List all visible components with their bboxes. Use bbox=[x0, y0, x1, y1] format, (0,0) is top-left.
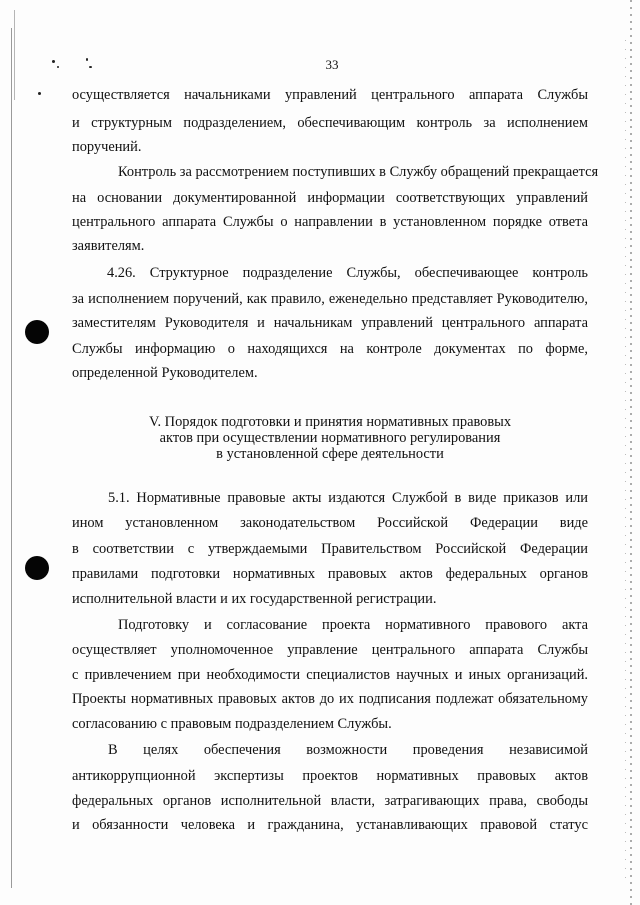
text-line: Контроль за рассмотрением поступивших в Службу обращений прекращается bbox=[118, 164, 599, 180]
text-line: за исполнением поручений, как правило, еженедельно представляет Руководителю, bbox=[72, 291, 588, 307]
text-line: 5.1. Нормативные правовые акты издаются Службой в виде приказов или bbox=[108, 490, 588, 506]
text-line: осуществляется начальниками управлений центрального аппарата Службы bbox=[72, 87, 588, 103]
text-line: на основании документированной информации соответствующих управлений bbox=[72, 190, 588, 206]
text-line: Проекты нормативных правовых актов до их подписания подлежат обязательному bbox=[72, 691, 588, 707]
text-line: согласованию с правовым подразделением Службы. bbox=[72, 716, 392, 732]
scan-left-edge-mark bbox=[14, 10, 15, 100]
text-line: определенной Руководителем. bbox=[72, 365, 258, 381]
scan-right-edge-line bbox=[630, 0, 632, 905]
text-line: поручений. bbox=[72, 139, 142, 155]
text-line: в соответствии с утверждаемыми Правительством Российской Федерации bbox=[72, 541, 588, 557]
text-line: 4.26. Структурное подразделение Службы, обеспечивающее контроль bbox=[107, 265, 588, 281]
text-line: Службы информацию о находящихся на контроле документах по форме, bbox=[72, 341, 588, 357]
text-line: центрального аппарата Службы о направлении в установленном порядке ответа bbox=[72, 214, 588, 230]
section-heading: актов при осуществлении нормативного регулирования bbox=[159, 430, 501, 446]
text-line: исполнительной власти и их государственной регистрации. bbox=[72, 591, 437, 607]
text-line: федеральных органов исполнительной власти, затрагивающих права, свободы bbox=[72, 793, 588, 809]
text-line: ином установленном законодательством Российской Федерации виде bbox=[72, 515, 588, 531]
scan-speck bbox=[38, 92, 41, 95]
text-line: заявителям. bbox=[72, 238, 145, 254]
text-line: и обязанности человека и гражданина, устанавливающих правовой статус bbox=[72, 817, 588, 833]
text-line: и структурным подразделением, обеспечивающим контроль за исполнением bbox=[72, 115, 588, 131]
text-line: Подготовку и согласование проекта нормативного правового акта bbox=[118, 617, 588, 633]
scan-left-edge-line bbox=[11, 28, 12, 888]
page-number: 33 bbox=[325, 57, 339, 72]
section-heading: в установленной сфере деятельности bbox=[216, 446, 444, 462]
text-line: осуществляет уполномоченное управление центрального аппарата Службы bbox=[72, 642, 588, 658]
text-line: антикоррупционной экспертизы проектов нормативных правовых актов bbox=[72, 768, 588, 784]
section-heading: V. Порядок подготовки и принятия нормативных правовых bbox=[148, 414, 512, 430]
text-line: с привлечением при необходимости специалистов научных и иных организаций. bbox=[72, 667, 588, 683]
punch-hole-lower bbox=[25, 556, 49, 580]
text-line: В целях обеспечения возможности проведения независимой bbox=[108, 742, 588, 758]
scan-right-edge-texture bbox=[625, 40, 626, 880]
text-line: заместителям Руководителя и начальникам управлений центрального аппарата bbox=[72, 315, 588, 331]
punch-hole-upper bbox=[25, 320, 49, 344]
text-line: правилами подготовки нормативных правовых актов федеральных органов bbox=[72, 566, 588, 582]
